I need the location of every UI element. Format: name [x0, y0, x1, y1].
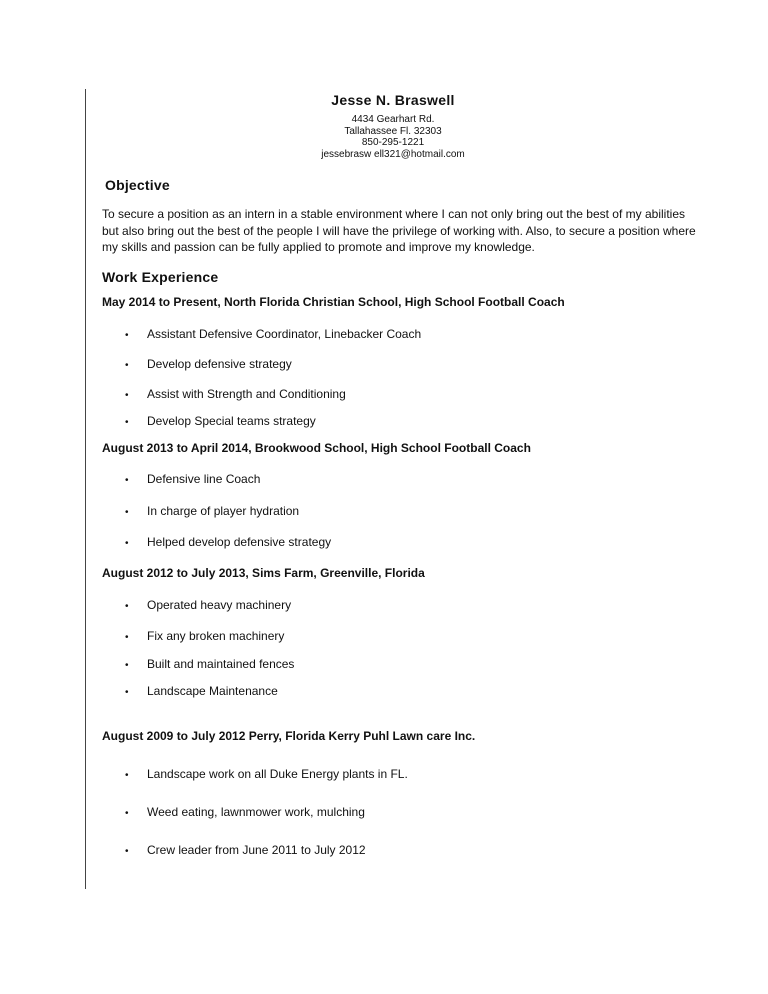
objective-text: To secure a position as an intern in a stable environment where I can not only bring out the best of my abilities but also bring out the best of the people I will have the privilege of working with. Also, to secure a position where my skills and passion can be fully applied to promote and improve my knowledge. [102, 207, 696, 254]
bullet-icon: • [125, 808, 129, 819]
list-item [125, 767, 408, 781]
list-item-text: Assist with Strength and Conditioning [147, 387, 346, 401]
list-item [125, 805, 365, 819]
list-item-text: Weed eating, lawnmower work, mulching [147, 805, 365, 819]
address-line: 4434 Gearhart Rd. [351, 114, 435, 125]
bullet-icon: • [125, 687, 129, 698]
bullet-icon: • [125, 360, 129, 371]
list-item-text: Defensive line Coach [147, 472, 261, 486]
left-margin-rule [85, 89, 86, 889]
bullet-icon: • [125, 475, 129, 486]
list-item [125, 657, 294, 671]
list-item-text: Landscape work on all Duke Energy plants in FL. [147, 767, 408, 781]
work-experience-heading: Work Experience [102, 269, 219, 285]
list-item-text: Helped develop defensive strategy [147, 535, 332, 549]
email-line: jessebrasw ell321@hotmail.com [321, 148, 465, 160]
list-item [125, 387, 346, 401]
list-item [125, 357, 292, 371]
job-title: May 2014 to Present, North Florida Christian School, High School Football Coach [102, 295, 565, 309]
bullet-icon: • [125, 660, 129, 671]
list-item-text: Develop defensive strategy [147, 357, 292, 371]
list-item [125, 327, 421, 341]
list-item [125, 414, 316, 428]
city-line: Tallahassee Fl. 32303 [344, 125, 442, 137]
list-item [125, 598, 291, 612]
job-title: August 2009 to July 2012 Perry, Florida Kerry Puhl Lawn care Inc. [102, 729, 476, 743]
list-item [125, 472, 260, 486]
list-item [125, 843, 366, 857]
list-item [125, 535, 331, 549]
bullet-icon: • [125, 417, 129, 428]
bullet-icon: • [125, 770, 129, 781]
resume-header [300, 92, 486, 160]
list-item-text: Crew leader from June 2011 to July 2012 [147, 843, 366, 857]
list-item-text: Operated heavy machinery [147, 598, 292, 612]
bullet-icon: • [125, 507, 129, 518]
objective-heading: Objective [105, 177, 170, 193]
bullet-icon: • [125, 846, 129, 857]
bullet-icon: • [125, 601, 129, 612]
bullet-icon: • [125, 538, 129, 549]
list-item-text: Develop Special teams strategy [147, 414, 316, 428]
phone-line: 850-295-1221 [361, 137, 425, 148]
bullet-icon: • [125, 390, 129, 401]
list-item-text: Assistant Defensive Coordinator, Linebacker Coach [147, 327, 422, 341]
list-item-text: Fix any broken machinery [147, 629, 285, 643]
job-title: August 2013 to April 2014, Brookwood School, High School Football Coach [102, 441, 531, 455]
applicant-name: Jesse N. Braswell [331, 92, 455, 108]
list-item-text: Built and maintained fences [147, 657, 295, 671]
job-title: August 2012 to July 2013, Sims Farm, Greenville, Florida [102, 566, 425, 580]
list-item [125, 684, 278, 698]
list-item [125, 504, 299, 518]
bullet-icon: • [125, 330, 129, 341]
list-item-text: In charge of player hydration [147, 504, 300, 518]
list-item [125, 629, 284, 643]
list-item-text: Landscape Maintenance [147, 684, 278, 698]
bullet-icon: • [125, 632, 129, 643]
